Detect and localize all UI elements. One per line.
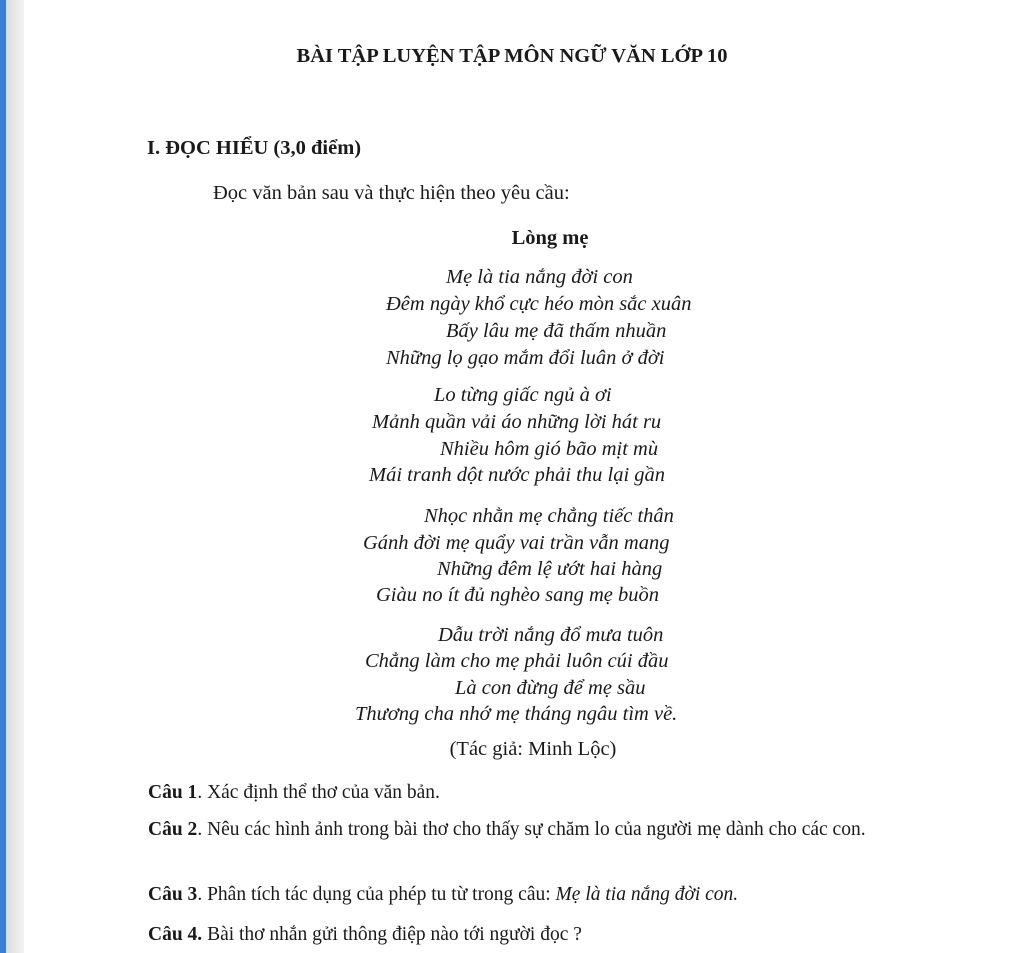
question-4 [148,920,948,950]
poem-line: Giàu no ít đủ nghèo sang mẹ buồn [376,584,659,606]
poem-author: (Tác giả: Minh Lộc) [449,738,617,760]
question-label: Câu 1 [148,782,198,803]
poem-line: Nhiều hôm gió bão mịt mù [440,438,659,460]
question-1 [148,778,948,808]
poem-line: Đêm ngày khổ cực héo mòn sắc xuân [386,293,692,315]
poem-line: Dẫu trời nắng đổ mưa tuôn [438,624,664,646]
poem-line: Những lọ gạo mắm đổi luân ở đời [386,347,665,369]
question-label: Câu 3 [148,884,198,905]
poem-line: Gánh đời mẹ quẩy vai trần vẫn mang [363,532,670,554]
question-text: . Nêu các hình ảnh trong bài thơ cho thấy sự chăm lo của người mẹ dành cho các con. [197,819,866,840]
page-shadow [6,0,24,953]
poem-line: Thương cha nhớ mẹ tháng ngâu tìm về. [355,703,678,725]
poem-title: Lòng mẹ [511,227,589,249]
question-text: Bài thơ nhắn gửi thông điệp nào tới người đọc ? [202,924,582,945]
question-text: . Phân tích tác dụng của phép tu từ trong câu: [197,884,556,905]
poem-line: Chẳng làm cho mẹ phải luôn cúi đầu [365,650,669,672]
section-heading: I. ĐỌC HIỂU (3,0 điểm) [147,137,362,159]
question-text: . Xác định thể thơ của văn bản. [197,782,440,803]
poem-line: Lo từng giấc ngủ à ơi [434,384,612,406]
poem-line: Mái tranh dột nước phải thu lại gần [369,464,666,486]
document-title: BÀI TẬP LUYỆN TẬP MÔN NGỮ VĂN LỚP 10 [296,45,728,67]
instruction-text: Đọc văn bản sau và thực hiện theo yêu cầu: [213,182,570,204]
question-3 [148,880,948,910]
question-label: Câu 4. [148,924,203,945]
poem-line: Những đêm lệ ướt hai hàng [437,558,663,580]
poem-line: Mảnh quần vải áo những lời hát ru [372,411,662,433]
poem-line: Là con đừng để mẹ sầu [455,677,646,699]
question-label: Câu 2 [148,819,198,840]
question-2 [148,816,948,843]
poem-line: Mẹ là tia nắng đời con [446,266,633,288]
poem-line: Nhọc nhằn mẹ chẳng tiếc thân [424,505,674,527]
poem-line: Bấy lâu mẹ đã thấm nhuần [446,320,667,342]
question-quote: Mẹ là tia nắng đời con. [555,884,739,905]
